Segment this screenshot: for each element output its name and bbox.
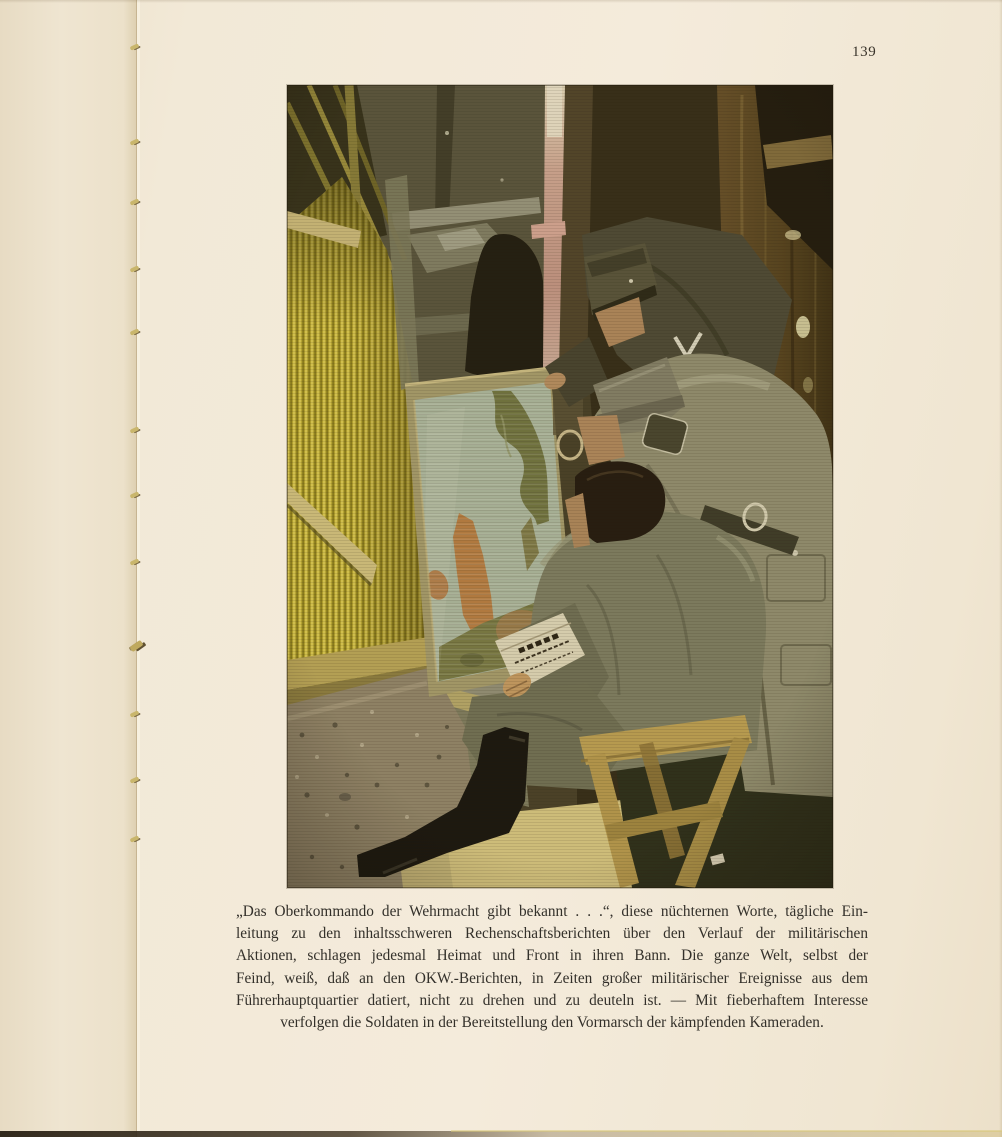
warm-tone-overlay <box>287 85 833 888</box>
caption <box>236 901 868 1034</box>
caption-line: Führerhauptquartier datiert, nicht zu drehen und zu deuteln ist. — Mit fieberhaftem Interesse <box>236 991 868 1009</box>
photo-illustration <box>287 85 833 888</box>
page-top-edge <box>0 0 1002 3</box>
caption-line: Feind, weiß, daß an den OKW.-Berichten, in Zeiten großer militärischer Ereignisse aus dem <box>236 969 868 987</box>
page-bottom-edge-highlight <box>451 1130 1002 1132</box>
caption-line: verfolgen die Soldaten in der Bereitstellung den Vormarsch der kämpfenden Kameraden. <box>280 1013 824 1031</box>
binding-gutter-shadow <box>0 0 137 1137</box>
photo-soldiers-studying-map <box>287 85 833 888</box>
page-number: 139 <box>852 44 877 60</box>
caption-line: „Das Oberkommando der Wehrmacht gibt bekannt . . .“, diese nüchternen Worte, tägliche Ein- <box>236 903 868 920</box>
binding-gutter-highlight <box>137 0 140 1137</box>
caption-line: leitung zu den inhaltsschweren Rechenschaftsberichten über den Verlauf der militärischen <box>236 925 868 943</box>
caption-line: Aktionen, schlagen jedesmal Heimat und Front in ihren Bann. Die ganze Welt, selbst der <box>236 947 868 965</box>
